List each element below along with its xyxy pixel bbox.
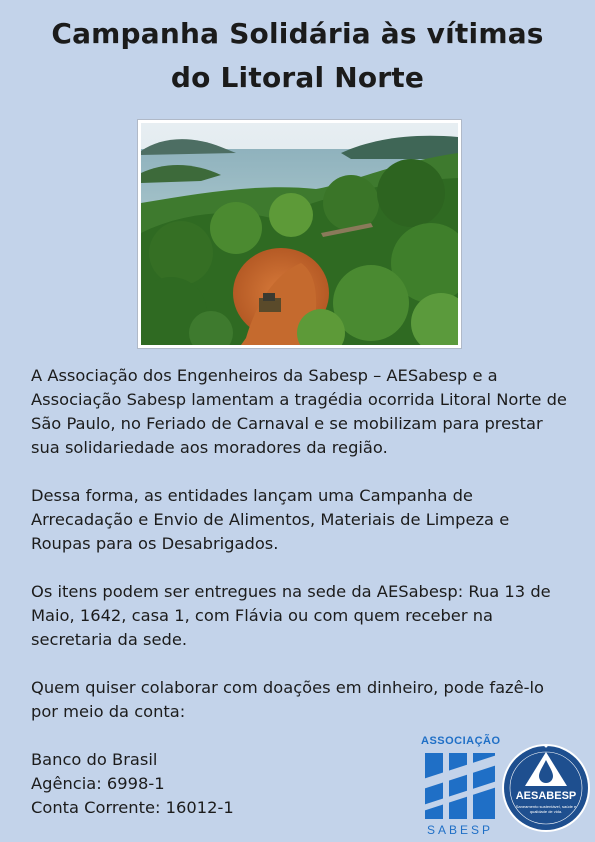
paragraph-1: A Associação dos Engenheiros da Sabesp – AESabesp e a Associação Sabesp lamentam a tragédia ocorrida Litoral Norte de São Paulo, no Feriado de Carnaval e se mobilizam para prestar sua solidariedade aos moradores da região. xyxy=(31,366,567,457)
aesabesp-logo xyxy=(501,738,591,838)
paragraph-3: Os itens podem ser entregues na sede da AESabesp: Rua 13 de Maio, 1642, casa 1, com Flávia ou com quem receber na secretaria da sede. xyxy=(31,582,551,649)
bank-agency: Agência: 6998-1 xyxy=(31,774,165,793)
landslide-photo xyxy=(138,120,461,348)
associacao-logo-mark xyxy=(423,749,497,823)
title-line-1: Campanha Solidária às vítimas xyxy=(51,17,544,50)
aesabesp-logo-name: AESABESP xyxy=(515,790,577,802)
associacao-sabesp-logo xyxy=(421,735,499,839)
title-line-2: do Litoral Norte xyxy=(170,61,425,94)
bank-account: Conta Corrente: 16012-1 xyxy=(31,798,234,817)
aesabesp-logo-mark xyxy=(501,738,591,838)
bank-name: Banco do Brasil xyxy=(31,750,158,769)
page-title xyxy=(0,12,595,100)
paragraph-2: Dessa forma, as entidades lançam uma Campanha de Arrecadação e Envio de Alimentos, Materiais de Limpeza e Roupas para os Desabrigados. xyxy=(31,486,510,553)
paragraph-4: Quem quiser colaborar com doações em dinheiro, pode fazê-lo por meio da conta: xyxy=(31,678,544,721)
associacao-logo-bottom-text: SABESP xyxy=(426,823,494,837)
landslide-photo-image xyxy=(141,123,458,345)
associacao-logo-top-text: ASSOCIAÇÃO xyxy=(421,735,501,747)
aesabesp-logo-tagline: Saneamento sustentável, saúde e qualidade de vida. xyxy=(515,804,577,814)
